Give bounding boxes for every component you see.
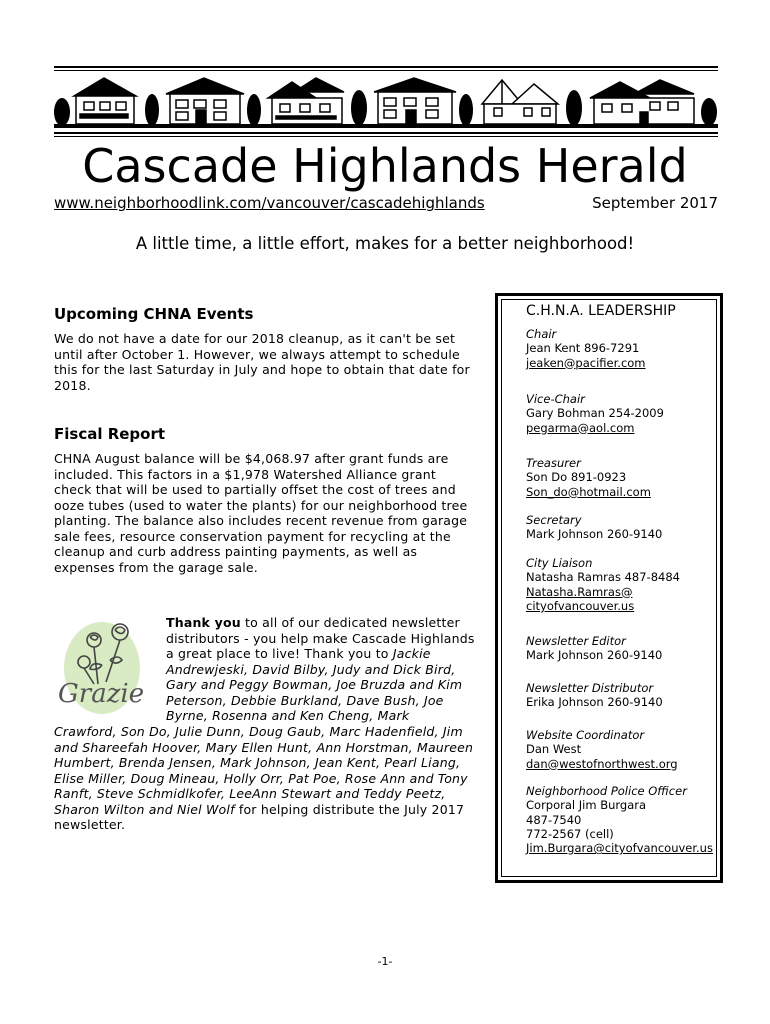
houses-banner-illustration: [54, 74, 718, 132]
thanks-names-part-2: Crawford, Son Do, Julie Dunn, Doug Gaub, Marc Hadenfield, Jim and Shareefah Hoover, Mary Ellen Hunt, Ann Horstman, Maureen Humbert, Brenda Jensen, Mark Johnson, Jean Kent, Pearl Liang, Elise Miller, Doug Mineau, Holly Orr, Pat Poe, Rose Ann and Tony Ranft, Steve Schmidlkofer, LeeAnn Stewart and Teddy Peetz, Sharon Wilton and Niel Wolf: [54, 724, 474, 817]
contact-line: Mark Johnson 260-9140: [526, 527, 663, 542]
thanks-lead: Thank you: [166, 615, 241, 630]
email-link[interactable]: Son_do@hotmail.com: [526, 484, 651, 499]
contact-line: Corporal Jim Burgara: [526, 798, 647, 813]
newsletter-title: Cascade Highlands Herald: [82, 139, 688, 193]
svg-text:Grazie: Grazie: [58, 679, 145, 709]
email-link[interactable]: Jim.Burgara@cityofvancouver.us: [526, 841, 713, 856]
leadership-title: C.H.N.A. LEADERSHIP: [526, 303, 676, 319]
leadership-entry-website-coordinator: [526, 728, 678, 771]
fiscal-heading: Fiscal Report: [54, 425, 166, 443]
thanks-intro-paragraph: [166, 615, 476, 724]
leadership-entry-police-officer: [526, 784, 713, 855]
thanks-continued-paragraph: [54, 724, 474, 833]
events-heading: Upcoming CHNA Events: [54, 305, 254, 323]
tagline: A little time, a little effort, makes for a better neighborhood!: [135, 234, 635, 253]
contact-line: Natasha Ramras 487-8484: [526, 570, 680, 585]
leadership-entry-secretary: [526, 513, 662, 542]
email-link-continued[interactable]: cityofvancouver.us: [526, 598, 635, 613]
contact-line: Dan West: [526, 742, 582, 757]
leadership-entry-newsletter-editor: [526, 634, 662, 663]
contact-line: Son Do 891-0923: [526, 470, 627, 485]
masthead-rule-bottom-thin: [54, 136, 718, 137]
contact-line: 487-7540: [526, 812, 582, 827]
role-label: Chair: [526, 327, 557, 341]
role-label: Secretary: [526, 513, 582, 527]
email-link[interactable]: dan@westofnorthwest.org: [526, 756, 678, 771]
role-label: Website Coordinator: [526, 728, 645, 742]
role-label: Newsletter Editor: [526, 634, 626, 648]
leadership-entry-treasurer: [526, 456, 651, 499]
contact-line: Erika Johnson 260-9140: [526, 695, 663, 710]
leadership-entry-chair: [526, 327, 646, 370]
leadership-entry-vice-chair: [526, 392, 664, 435]
thanks-outro: for helping distribute the July 2017 newsletter.: [54, 801, 465, 832]
page-number: -1-: [377, 955, 393, 968]
role-label: City Liaison: [526, 556, 593, 570]
role-label: Treasurer: [526, 456, 581, 470]
role-label: Neighborhood Police Officer: [526, 784, 687, 798]
role-label: Newsletter Distributor: [526, 681, 654, 695]
email-link[interactable]: pegarma@aol.com: [526, 420, 635, 435]
contact-line: 772-2567 (cell): [526, 826, 614, 841]
leadership-entry-newsletter-distributor: [526, 681, 663, 710]
website-link[interactable]: www.neighborhoodlink.com/vancouver/cascadehighlands: [54, 194, 485, 212]
events-body: We do not have a date for our 2018 cleanup, as it can't be set until after October 1. However, we always attempt to schedule this for the last Saturday in July and hope to obtain that date for 2018.: [54, 331, 470, 393]
role-label: Vice-Chair: [526, 392, 585, 406]
contact-line: Gary Bohman 254-2009: [526, 406, 664, 421]
contact-line: Jean Kent 896-7291: [526, 341, 640, 356]
email-link[interactable]: jeaken@pacifier.com: [526, 355, 646, 370]
issue-date: September 2017: [592, 194, 718, 212]
thanks-intro: to all of our dedicated newsletter distributors - you help make Cascade Highlands a great place to live! Thank you to: [166, 615, 475, 661]
thanks-names-part-1: Jackie Andrewjeski, David Bilby, Judy and Dick Bird, Gary and Peggy Bowman, Joe Bruzda and Kim Peterson, Debbie Burkland, Dave Bush, Joe Byrne, Rosenna and Ken Cheng, Mark: [166, 646, 463, 723]
leadership-entry-city-liaison: [526, 556, 680, 613]
grazie-flower-illustration: [54, 610, 162, 718]
masthead-rule-bottom: [54, 132, 718, 134]
masthead-rule-top-thin: [54, 70, 718, 71]
email-link[interactable]: Natasha.Ramras@: [526, 584, 633, 599]
contact-line: Mark Johnson 260-9140: [526, 648, 663, 663]
fiscal-body: CHNA August balance will be $4,068.97 after grant funds are included. This factors in a $1,978 Watershed Alliance grant check that will be used to partially offset the cost of trees and ooze tubes (used to water the plants) for our neighborhood tree planting. The balance also includes recent revenue from garage sale fees, resource conservation payment for recycling at the cleanup and curb address painting payments, as well as expenses from the garage sale.: [54, 451, 468, 575]
masthead-rule-top: [54, 66, 718, 68]
